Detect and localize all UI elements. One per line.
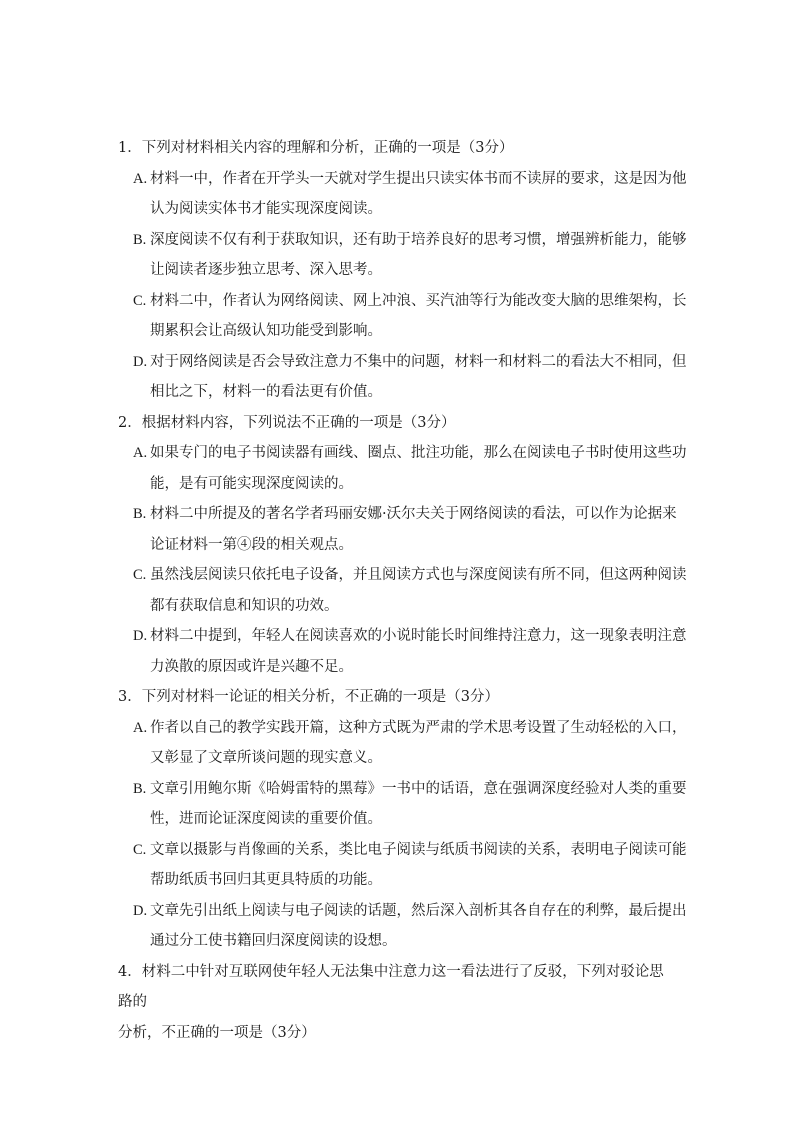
question-3-option-c (133, 835, 687, 896)
question-2-stem: 2．根据材料内容，下列说法不正确的一项是（3分） (118, 414, 456, 431)
option-text-line: 虽然浅层阅读只依托电子设备，并且阅读方式也与深度阅读有所不同，但这两种阅读 (150, 567, 687, 583)
option-text-line: 文章以摄影与肖像画的关系，类比电子阅读与纸质书阅读的关系，表明电子阅读可能 (150, 841, 687, 858)
option-text-line: 深度阅读不仅有利于获取知识，还有助于培养良好的思考习惯，增强辨析能力，能够 (150, 231, 687, 248)
option-letter: D. (133, 628, 148, 644)
option-text-line: 材料二中所提及的著名学者玛丽安娜·沃尔夫关于网络阅读的看法，可以作为论据来 (150, 506, 677, 522)
option-text-line: 材料一中，作者在开学头一天就对学生提出只读实体书而不读屏的要求，这是因为他 (150, 170, 687, 187)
option-text-line: 论证材料一第④段的相关观点。 (150, 536, 353, 553)
option-letter: C. (133, 841, 147, 858)
question-2-option-d (133, 621, 687, 682)
option-letter: D. (133, 353, 148, 370)
option-text-line: 力涣散的原因或许是兴趣不足。 (150, 658, 353, 675)
question-3-option-d (133, 896, 687, 957)
option-text-line: 让阅读者逐步独立思考、深入思考。 (150, 262, 382, 278)
option-letter: C. (133, 567, 147, 583)
option-text-line: 材料二中提到，年轻人在阅读喜欢的小说时能长时间维持注意力，这一现象表明注意 (150, 628, 687, 644)
option-text-line: 作者以自己的教学实践开篇，这种方式既为严肃的学术思考设置了生动轻松的入口， (150, 719, 687, 736)
question-3-option-a (133, 713, 687, 774)
option-letter: B. (133, 231, 147, 248)
option-text-line: 文章引用鲍尔斯《哈姆雷特的黑莓》一书中的话语，意在强调深度经验对人类的重要 (150, 780, 687, 797)
option-text-line: 通过分工使书籍回归深度阅读的设想。 (150, 933, 397, 949)
option-letter: B. (133, 506, 147, 522)
question-3-option-b (133, 774, 687, 835)
question-list (0, 133, 794, 1048)
option-text-line: 相比之下，材料一的看法更有价值。 (150, 384, 382, 400)
question-1-option-c (133, 286, 687, 347)
option-text-line: 文章先引出纸上阅读与电子阅读的话题，然后深入剖析其各自存在的利弊，最后提出 (150, 902, 687, 919)
option-text-line: 期累积会让高级认知功能受到影响。 (150, 323, 382, 339)
question-1-option-d (133, 347, 687, 408)
option-letter: A. (133, 170, 148, 187)
question-1-option-b (133, 225, 687, 286)
question-2-option-c (133, 560, 687, 621)
option-text-line: 如果专门的电子书阅读器有画线、圈点、批注功能，那么在阅读电子书时使用这些功 (150, 445, 687, 461)
option-text-line: 对于网络阅读是否会导致注意力不集中的问题，材料一和材料二的看法大不相同，但 (150, 353, 687, 370)
option-text-line: 帮助纸质书回归其更具特质的功能。 (150, 872, 382, 888)
question-3-stem: 3．下列对材料一论证的相关分析，不正确的一项是（3分） (118, 689, 499, 705)
question-4-stem: 分析，不正确的一项是（3分） (118, 1024, 316, 1041)
question-4-stem: 4．材料二中针对互联网使年轻人无法集中注意力这一看法进行了反驳，下列对驳论思路的 (118, 963, 664, 1010)
option-text-line: 都有获取信息和知识的功效。 (150, 597, 339, 614)
question-1-stem: 1．下列对材料相关内容的理解和分析，正确的一项是（3分） (118, 140, 514, 156)
question-2-option-b (133, 499, 678, 560)
option-text-line: 又彰显了文章所谈问题的现实意义。 (150, 750, 382, 766)
option-letter: B. (133, 780, 147, 797)
option-text-line: 能，是有可能实现深度阅读的。 (150, 475, 353, 492)
option-text-line: 认为阅读实体书才能实现深度阅读。 (150, 201, 382, 217)
option-text-line: 性，进而论证深度阅读的重要价值。 (150, 811, 382, 827)
option-letter: A. (133, 719, 148, 736)
question-2-option-a (133, 438, 687, 499)
option-letter: A. (133, 445, 148, 461)
option-letter: C. (133, 292, 147, 309)
option-text-line: 材料二中，作者认为网络阅读、网上冲浪、买汽油等行为能改变大脑的思维架构，长 (150, 292, 687, 309)
question-1-option-a (133, 164, 687, 225)
option-letter: D. (133, 902, 148, 919)
